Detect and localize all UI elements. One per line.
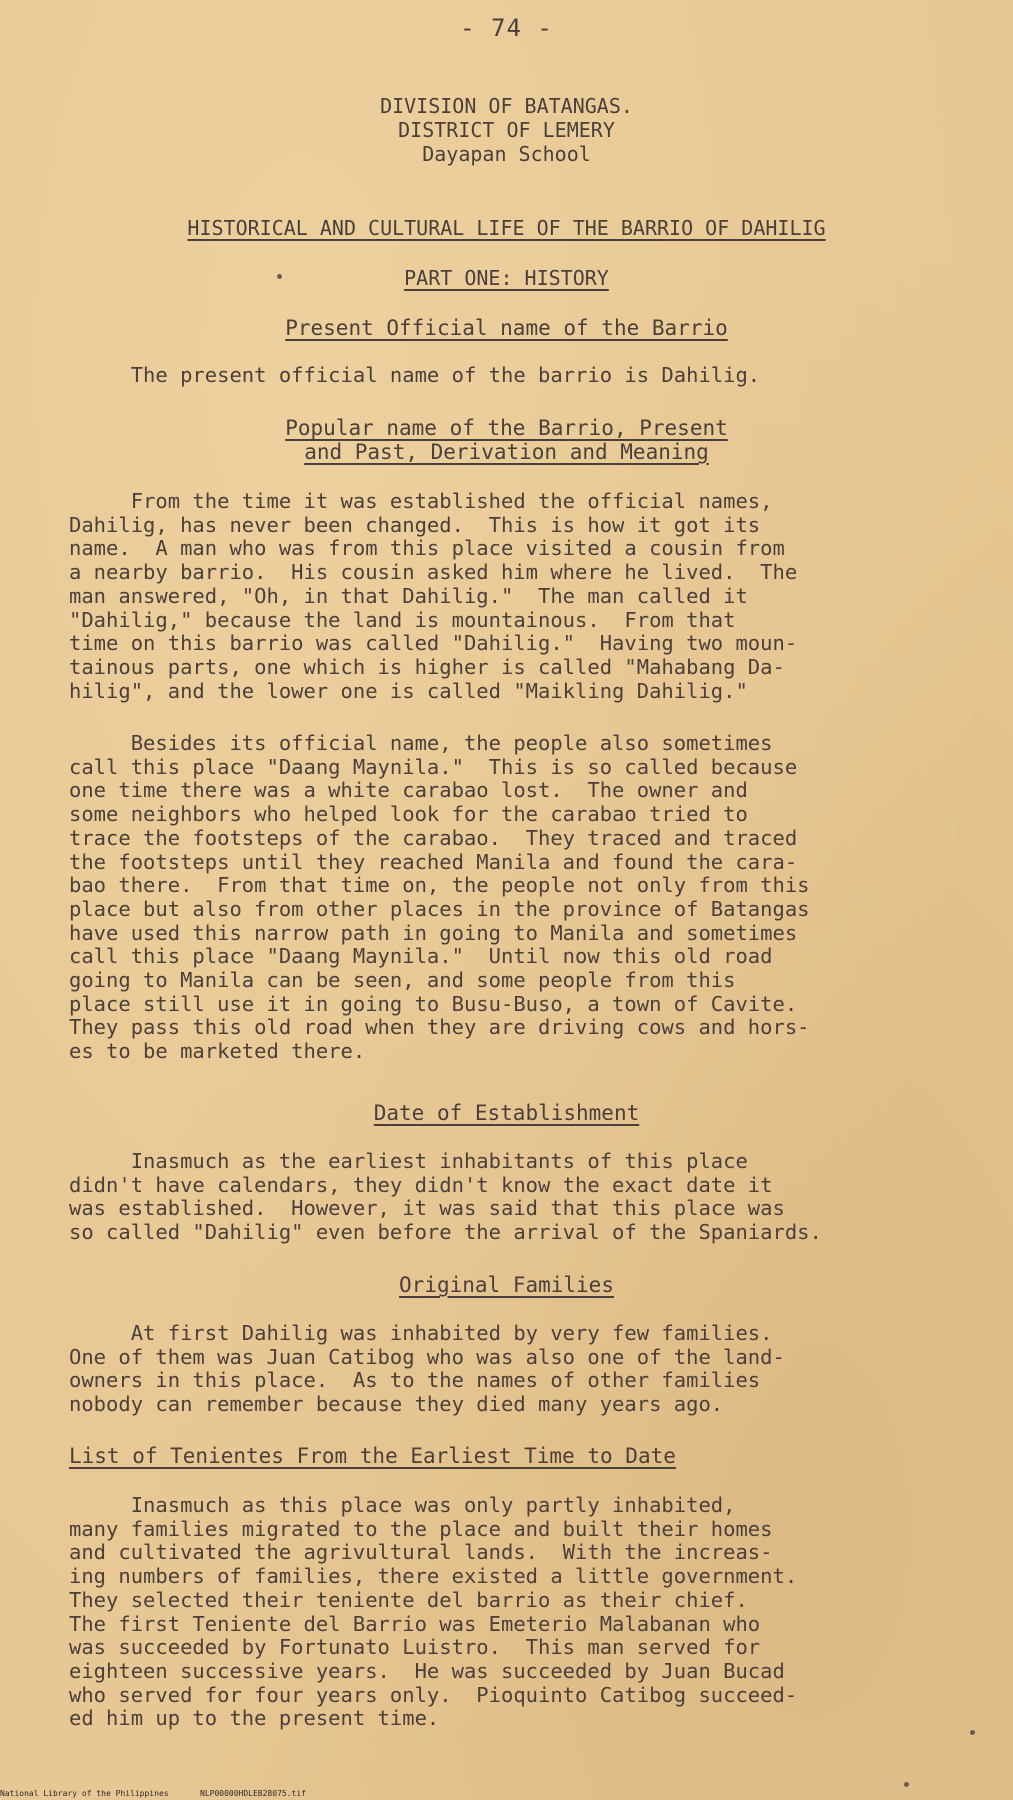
section-heading-popular-name-line1: Popular name of the Barrio, Present: [285, 416, 728, 440]
ink-speck: [970, 1730, 975, 1735]
paragraph-official-name: The present official name of the barrio is Dahilig.: [69, 363, 761, 387]
page-number: - 74 -: [460, 14, 553, 42]
document-title: HISTORICAL AND CULTURAL LIFE OF THE BARRIO OF DAHILIG: [187, 216, 826, 240]
division-header: DIVISION OF BATANGAS.: [380, 94, 633, 118]
section-heading-official-name: Present Official name of the Barrio: [285, 316, 728, 340]
paragraph-daang-maynila: Besides its official name, the people also sometimes call this place "Daang Maynila." This is so called because one time there was a white carabao lost. The owner and some neighbors who helped look for the carabao tried to trace the footsteps of the carabao. They traced and traced the footsteps until they reached Manila and found the cara- bao there. From that time on, the people not only from this place but also from other places in the province of Batangas have used this narrow path in going to Manila and sometimes call this place "Daang Maynila." Until now this old road going to Manila can be seen, and some people from this place still use it in going to Busu-Buso, a town of Cavite. They pass this old road when they are driving cows and hors- es to be marketed there.: [69, 731, 810, 1064]
section-heading-tenientes: List of Tenientes From the Earliest Time to Date: [69, 1444, 676, 1468]
paragraph-original-families: At first Dahilig was inhabited by very few families. One of them was Juan Catibog who was also one of the land- owners in this place. As to the names of other families nobody can remember because they died many years ago.: [69, 1321, 785, 1417]
footer-library: National Library of the Philippines: [0, 1789, 169, 1798]
footer-filename: NLP00000HDLEB28075.tif: [200, 1789, 306, 1798]
ink-speck: [277, 274, 282, 279]
paragraph-establishment: Inasmuch as the earliest inhabitants of this place didn't have calendars, they didn't know the exact date it was established. However, it was said that this place was so called "Dahilig" even before the arrival of the Spaniards.: [69, 1149, 822, 1245]
section-heading-original-families: Original Families: [399, 1273, 614, 1297]
school-header: Dayapan School: [422, 142, 591, 166]
paragraph-tenientes: Inasmuch as this place was only partly inhabited, many families migrated to the place and built their homes and cultivated the agrivultural lands. With the increas- ing numbers of families, there existed a little government. They selected their teniente del barrio as their chief. The first Teniente del Barrio was Emeterio Malabanan who was succeeded by Fortunato Luistro. This man served for eighteen successive years. He was succeeded by Juan Bucad who served for four years only. Pioquinto Catibog succeed- ed him up to the present time.: [69, 1493, 798, 1731]
district-header: DISTRICT OF LEMERY: [398, 118, 615, 142]
paragraph-popular-name: From the time it was established the official names, Dahilig, has never been changed. This is how it got its name. A man who was from this place visited a cousin from a nearby barrio. His cousin asked him where he lived. The man answered, "Oh, in that Dahilig." The man called it "Dahilig," because the land is mountainous. From that time on this barrio was called "Dahilig." Having two moun- tainous parts, one which is higher is called "Mahabang Da- hilig", and the lower one is called "Maikling Dahilig.": [69, 489, 798, 703]
part-heading: PART ONE: HISTORY: [404, 266, 609, 290]
section-heading-popular-name-line2: and Past, Derivation and Meaning: [304, 440, 709, 464]
section-heading-establishment: Date of Establishment: [373, 1101, 640, 1125]
ink-speck: [904, 1782, 909, 1787]
